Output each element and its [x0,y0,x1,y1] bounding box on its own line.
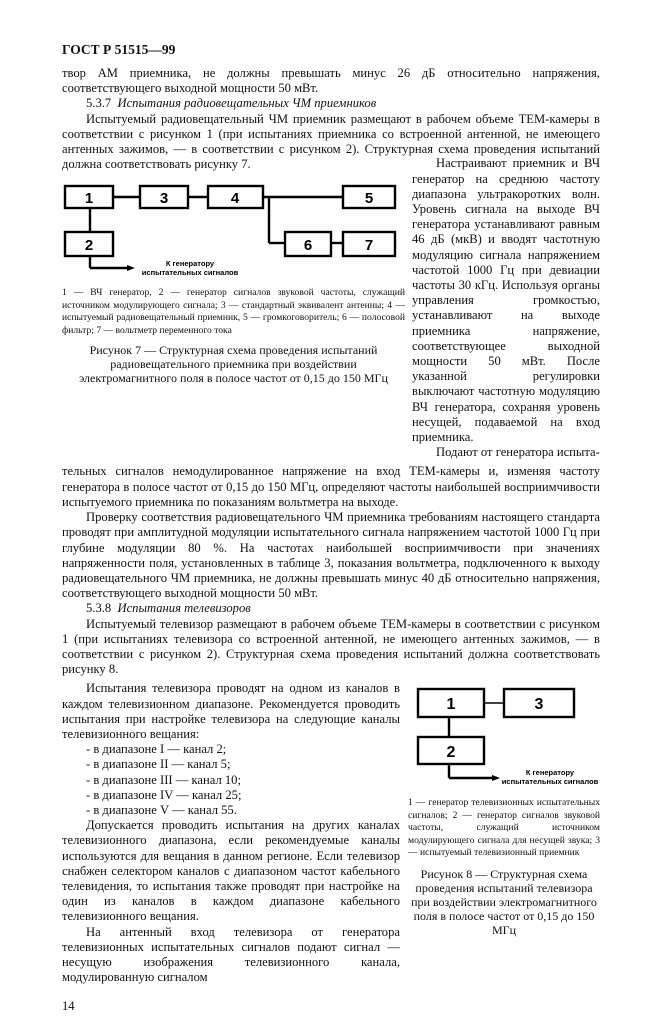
figure-8-diagram [408,681,600,791]
paragraph: Испытуемый телевизор размещают в рабочем объеме ТЕМ-камеры в соответствии с рисунком 1 (при испытаниях телевизора со встроенной антенной, не имеющего антенных зажимов, — в соответствии с рисунком 2). Структурная схема проведения испытаний должна соответствовать рисунку 8. [62,616,600,677]
box-label: 1 [446,696,456,714]
box-label: 2 [446,744,456,762]
list-item: - в диапазоне I — канал 2; [86,742,227,757]
arrow-label: К генератору [165,259,215,269]
arrow-label: К генератору [525,768,575,778]
paragraph: Подают от генератора испыта- [436,445,600,460]
figure-8-legend: 1 — генератор телевизионных испытательных сигналов; 2 — генератор сигналов звуковой частоты, служащий источником модулирующего сигнала для несущей звука; 3 — испытуемый телевизионный приемник [408,797,600,858]
box-label: 4 [230,190,240,208]
arrow-label: испытательных сигналов [141,268,239,278]
section-number: 5.3.7 [86,96,112,111]
box-label: 5 [364,190,374,208]
box-label: 7 [364,237,374,255]
page [62,0,600,1035]
arrow-icon [492,775,500,781]
paragraph: Проверку соответствия радиовещательного ЧМ приемника требованиям настоящего стандарта проводят при амплитудной модуляции испытательного сигнала напряжением частотой 1000 Гц при глубине модуляции 80 %. На частотах наибольшей восприимчивости при значениях напряженности поля, установленных в таблице 3, показания вольтметра, подключенного к выходу радиовещательного ЧМ приемника, не должны превышать минус 40 дБ относительно напряжения, соответствующего выходной мощности 50 мВт. [62,510,600,601]
box-label: 3 [159,190,169,208]
paragraph: тельных сигналов немодулированное напряжение на вход ТЕМ-камеры и, изменяя частоту генератора в полосе частот от 0,15 до 150 МГц, определяют частоты наибольшей восприимчивости испытуемого приемника по показаниям вольтметра на выходе. [62,464,600,509]
paragraph: твор АМ приемника, не должны превышать минус 26 дБ относительно напряжения, соответствующего выходной мощности 50 мВт. [62,66,600,96]
section-heading-538 [62,601,600,616]
section-heading-537 [62,96,600,111]
list-item: - в диапазоне III — канал 10; [86,772,241,787]
channel-list [62,742,400,818]
list-item: - в диапазоне II — канал 5; [86,757,231,772]
figure-8 [408,681,600,937]
paragraph: Настраивают приемник и ВЧ генератор на среднюю частоту диапазона ультракоротких волн. Уровень сигнала на выходе ВЧ генератора устанавливают равным 46 дБ (мкВ) и вводят частотную модуляцию сигнала напряжением частотой 1000 Гц при девиации частоты 30 кГц. Используя органы управления громкостью, устанавливают на выходе приемника напряжение, соответствующее выходной мощности 50 мВт. После указанной регулировки выключают частотную модуляцию ВЧ генератора, сохраняя уровень несущей, подаваемой на вход приемника. [412,156,600,445]
document-header: ГОСТ Р 51515—99 [62,42,176,57]
figure-7-caption: Рисунок 7 — Структурная схема проведения испытаний радиовещательного приемника при воздействии электромагнитного поля в полосе частот от 0,15 до 150 МГц [79,343,388,386]
figure-7 [62,176,405,385]
paragraph: Допускается проводить испытания на других каналах телевизионного диапазона, если рекомендуемые каналы используются для вещания в данном регионе. Если телевизор снабжен селектором каналов с диапазоном частот кабельного телевидения, то испытания также проводят при настройке на один из каналов в каждом диапазоне кабельного телевизионного вещания. [62,818,400,924]
list-item: - в диапазоне IV — канал 25; [86,787,242,802]
paragraph: Испытания телевизора проводят на одном из каналов в каждом телевизионном диапазоне. Рекомендуется проводить испытания при настройке телевизора на следующие каналы телевизионного вещания: [62,681,400,741]
figure-8-caption: Рисунок 8 — Структурная схема проведения испытаний телевизора при воздействии электромагнитного поля в полосе частот от 0,15 до 150 МГц [411,867,597,938]
figure-7-row [62,156,600,460]
list-item: - в диапазоне V — канал 55. [86,802,237,817]
body-text [62,464,600,677]
right-column-text [412,156,600,460]
figure-7-diagram [55,176,398,281]
section-number: 5.3.8 [86,601,112,616]
paragraph: Испытуемый радиовещательный ЧМ приемник размещают в рабочем объеме ТЕМ-камеры в соответствии с рисунком 1 (при испытаниях приемника со встроенной антенной, не имеющего антенных зажимов, — в соответствии с рисунком 2). Структурная схема проведения испытаний должна соответствовать рисунку 7. [62,111,600,172]
box-label: 2 [84,237,94,255]
page-number: 14 [62,999,75,1014]
paragraph: На антенный вход телевизора от генератора телевизионных испытательных сигналов подают сигнал — несущую изображения телевизионного канала, модулированную сигналом [62,924,400,985]
box-label: 6 [303,237,313,255]
arrow-label: испытательных сигналов [501,777,599,787]
section-title: Испытания телевизоров [117,601,251,616]
figure-8-row [62,681,600,985]
box-label: 3 [534,696,544,714]
section-title: Испытания радиовещательных ЧМ приемников [117,96,377,111]
left-column-text [62,681,400,985]
arrow-icon [127,265,135,271]
figure-7-legend: 1 — ВЧ генератор, 2 — генератор сигналов звуковой частоты, служащий источником модулирующего сигнала; 3 — стандартный эквивалент антенны; 4 — испытуемый радиовещательный приемник, 5 — громкоговоритель; 6 — полосовой фильтр; 7 — вольтметр переменного тока [62,287,405,336]
box-label: 1 [84,190,94,208]
